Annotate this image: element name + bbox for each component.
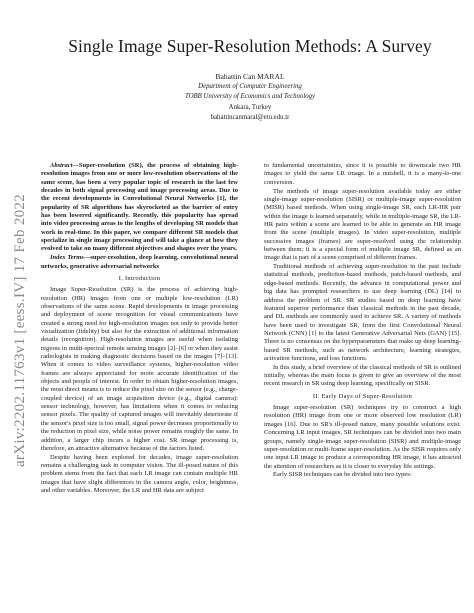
left-column bbox=[41, 162, 238, 496]
paper-title: Single Image Super-Resolution Methods: A Survey bbox=[68, 36, 432, 56]
index-terms-label: Index Terms bbox=[50, 254, 84, 262]
paragraph: In this study, a brief overview of the classical methods of SR is outlined initially, whereas the main focus is given to give an overview of the most recent research in SR using deep learning, specifically on SISR. bbox=[264, 363, 461, 388]
index-terms-text: —super-resolution, deep learning, convolutional neural networks, generative adversarial networks bbox=[41, 254, 239, 270]
right-column bbox=[264, 162, 461, 480]
index-terms bbox=[41, 254, 238, 271]
author-university: TOBB University of Economics and Technology bbox=[184, 93, 316, 101]
paragraph: Traditional methods of achieving super-resolution in the past include statistical methods, prediction-based methods, patch-based methods, and edge-based methods. Recently, the advance in computational power and big data has prompted researchers to use deep learning (DL) [14] to address the problem of SR. SR studies based on deep learning have featured superior performance than classical methods in the past decade, and DL methods are commonly used to achieve SR. A variety of methods have been used to investigate SR, from the first Convolutional Neural Network (CNN) [1] to the latest Generative Adversarial Nets (GAN) [15]. There is no consensus on the hyperparameters that make up deep learning-based SR methods, such as network architecture, learning strategies, activation functions, and loss functions. bbox=[264, 263, 461, 362]
section-heading-early-days: II. Early Days of Super-Resolution bbox=[312, 392, 413, 400]
paragraph: Early SISR techniques can be divided into two types: bbox=[273, 471, 412, 479]
paragraph: to fundamental uncertainties, since it is possible to downscale two HR images to yield the same LR image. In a nutshell, it is a many-to-one conversion. bbox=[264, 162, 461, 186]
arxiv-watermark bbox=[7, 180, 35, 480]
section-heading-introduction: I. Introduction bbox=[118, 274, 161, 282]
author-email: bahattincanmaral@etu.edu.tr bbox=[210, 113, 290, 121]
paragraph: Image super-resolution (SR) techniques try to construct a high resolution (HR) image from one or more observed low resolution (LR) images [16]. Due to SR's ill-posed nature, many possible solutions exist. Concerning LR input images, SR techniques can be divided into two main groups, namely single-image super-resolution (SISR) and multiple-image super-resolution or multi-frame super-resolution. As the SISR requires only one input LR image to produce a corresponding HR image, it has attracted the attention of researchers as it is closer to everyday life settings. bbox=[264, 404, 461, 470]
author-block bbox=[40, 71, 460, 123]
paragraph: Despite having been explored for decades, image super-resolution remains a challenging task in computer vision. The ill-posed nature of this problem stems from the fact that each LR image can contain multiple HR images that have slight differences in the camera angle, color, brightness, and other variables. Moreover, the LR and HR data are subject bbox=[41, 453, 238, 495]
paragraph: The methods of image super-resolution available today are either single-image super-resolution (SISR) or multiple-image super-resolution (MISR) based methods. When using single-image SR, each LR-HR pair within the image is learned separately, while in multiple-image SR, the LR-HR pairs within a scene are learned to be able to generate an HR image from the scene (multiple images). In video super-resolution, multiple successive images (frames) are super-resolved using the relationship between them; it is a special form of multiple image SR, defined as an image that is part of a scene comprised of different frames. bbox=[264, 187, 461, 262]
author-name: Bahattin Can MARAL bbox=[215, 72, 285, 81]
author-city: Ankara, Turkey bbox=[228, 103, 272, 111]
author-department: Department of Computer Engineering bbox=[198, 83, 302, 90]
abstract-label: Abstract bbox=[50, 162, 73, 169]
paragraph: Image Super-Resolution (SR) is the process of achieving high-resolution (HR) images from one or multiple low-resolution (LR) observations of the same scene. Rapid developments in image processing and deployment of scene recognition for visual communications have created a strong need for high-resolution images not only to provide better visualization (fidelity) but also for the extraction of additional information details (recognition). High-resolution images are useful when isolating regions in multi-spectral remote sensing images [2]–[6] or when they assist radiologists in making diagnostic decisions based on the images [7]–[13]. When it comes to video surveillance systems, higher-resolution video frames are always appreciated for more accurate identification of the objects and people of interest. In order to obtain higher-resolution images, the most direct means is to reduce the pixel size on the sensor (e.g., charge-coupled device) of an image acquisition device (e.g., digital camera): sensor technology, however, has limitations when it comes to reducing sensor pixels. The quality of captured images will inevitably deteriorate if the sensor's pixel size is too small, signal power decreases proportionally to the reduction in pixel size, while noise power remains roughly the same. In addition, a larger chip incurs a higher cost. SR image processing is, therefore, an attractive alternative because of the factors listed. bbox=[41, 286, 238, 452]
abstract-text: —Super-resolution (SR), the process of obtaining high-resolution images from one or more low-resolution observations of the same scene, has been a very popular topic of research in the last few decades in both signal processing and image processing areas. Due to the recent developments in Convolutional Neural Networks [1], the popularity of SR algorithms has skyrocketed as the barrier of entry has been lowered significantly. Recently, this popularity has spread into video processing areas to the lengths of developing SR models that work in real-time. In this paper, we compare different SR models that specialize in single image processing and will take a glance at how they evolved to take on many different objectives and shapes over the years. bbox=[41, 162, 238, 253]
arxiv-id: arXiv:2202.11763v1 [eess.IV] 17 Feb 2022 bbox=[12, 193, 29, 467]
abstract bbox=[41, 162, 238, 254]
